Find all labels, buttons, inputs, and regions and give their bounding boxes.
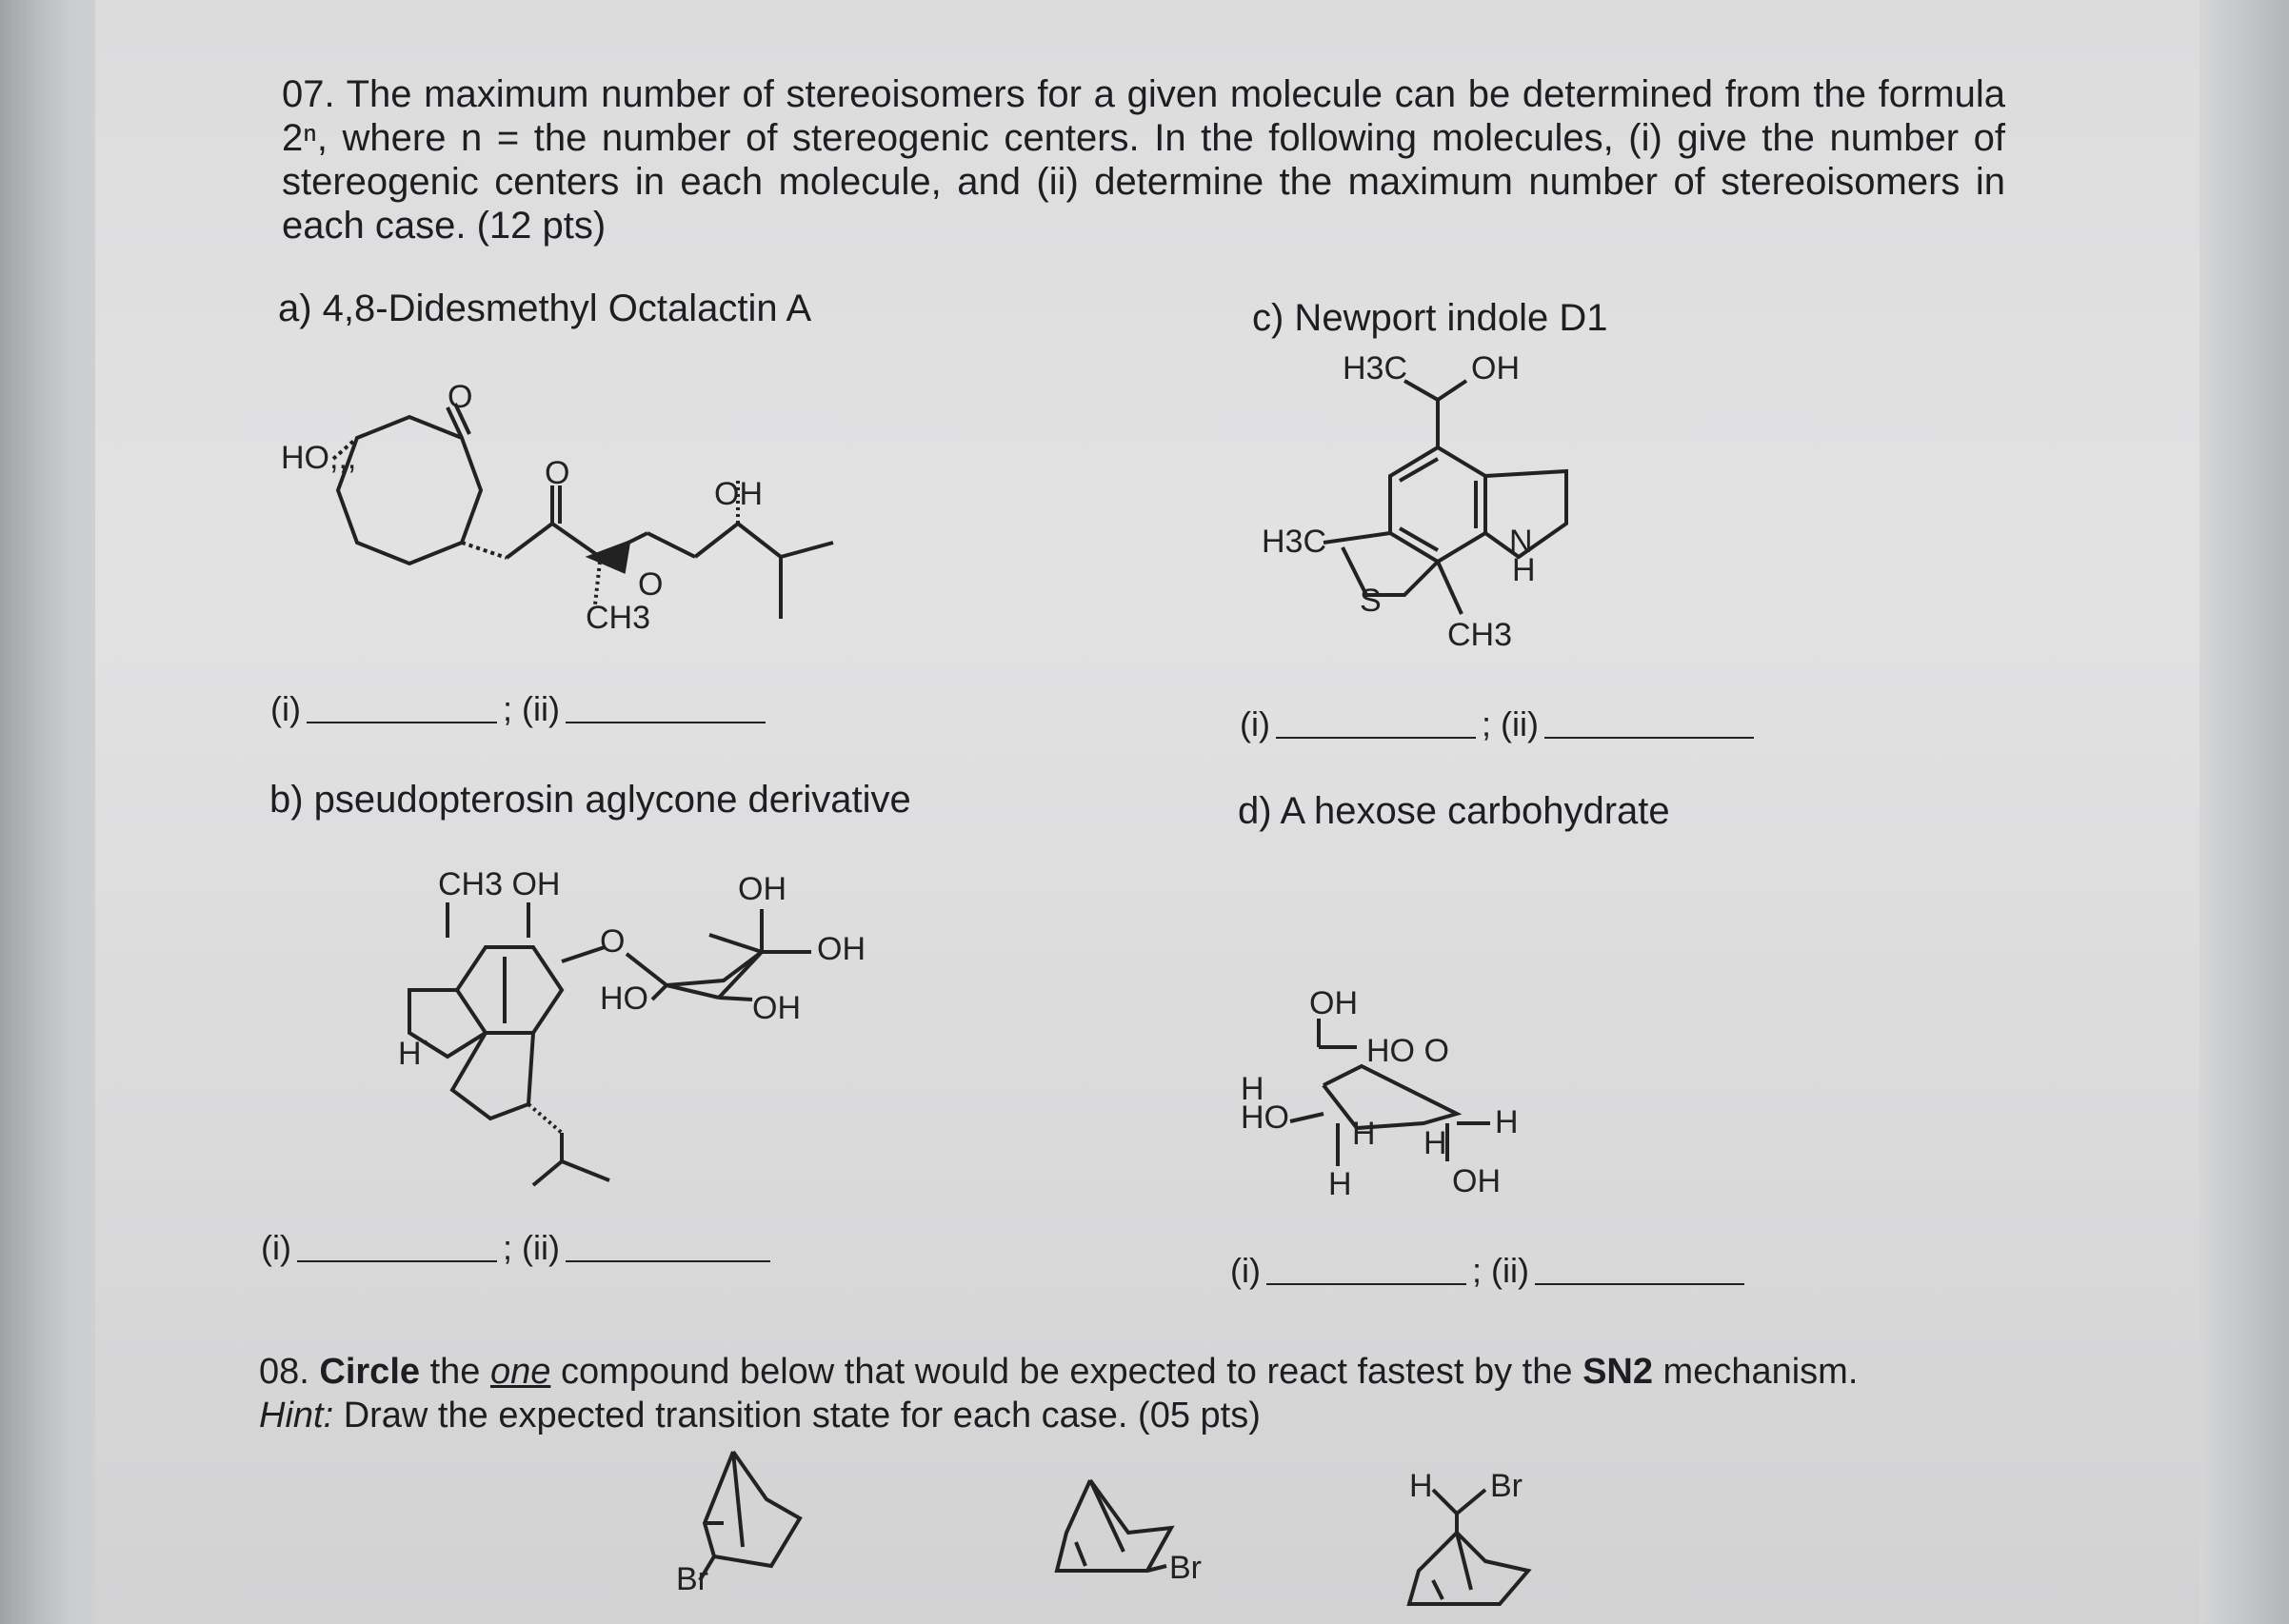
part-a-answer-blanks [270, 689, 766, 729]
atom-label-H3C: H3C [1262, 524, 1327, 560]
atom-label-Hprime: H` [398, 1036, 432, 1072]
answer-line-i[interactable] [1276, 737, 1476, 739]
atom-label-OH: OH [752, 990, 801, 1026]
atom-label-H: H [1423, 1125, 1447, 1161]
part-c-answer-blanks [1240, 704, 1754, 744]
ring-bond [338, 417, 481, 564]
answer-line-ii[interactable] [566, 1260, 770, 1262]
atom-label-OH: OH [1471, 350, 1520, 386]
atom-label-O: O [545, 455, 570, 491]
question-7-text [282, 72, 2005, 248]
atom-label-OH: OH [1309, 985, 1358, 1021]
part-b-answer-blanks [261, 1228, 770, 1268]
atom-label-CH3: CH3 [1447, 617, 1513, 653]
q8-circle-word: Circle [319, 1352, 421, 1392]
structure-b-pseudopterosin [371, 857, 905, 1199]
blank-label-i: (i) [261, 1228, 291, 1267]
atom-label-H: H [1409, 1468, 1433, 1504]
atom-label-H3C: H3C [1343, 350, 1408, 386]
atom-label-O: O [448, 379, 473, 415]
question-7-body: The maximum number of stereoisomers for a given molecule can be determined from the formula 2ⁿ, where n = the number of stereogenic centers. In the following molecules, (i) give the number of stereogenic centers in each molecule, and (ii) determine the maximum number of stereoisomers in each case. (12 pts) [282, 73, 2006, 247]
atom-label-H: H [1241, 1071, 1264, 1107]
q8-hint-label: Hint: [259, 1396, 334, 1436]
atom-label-H: H [1328, 1166, 1352, 1202]
blank-label-ii: ; (ii) [1481, 704, 1539, 743]
answer-line-i[interactable] [297, 1260, 497, 1262]
question-7-number: 07. [282, 73, 335, 115]
structure-a-octalactin [267, 381, 857, 657]
blank-label-i: (i) [1240, 704, 1270, 743]
atom-label-OH: OH [714, 476, 763, 512]
atom-label-HOO: HO O [1366, 1033, 1449, 1069]
answer-line-ii[interactable] [1544, 737, 1754, 739]
part-a-title: a) 4,8-Didesmethyl Octalactin A [278, 287, 812, 329]
part-d-answer-blanks [1230, 1251, 1744, 1291]
q8-body: compound below that would be expected to react fastest by the [560, 1352, 1573, 1392]
compound-3-bromonorbornane[interactable] [1390, 1466, 1581, 1618]
atom-label-CH3: CH3 [586, 600, 651, 636]
atom-label-Br: Br [1169, 1550, 1202, 1586]
q8-mechanism: mechanism. [1662, 1352, 1859, 1392]
answer-line-i[interactable] [307, 722, 497, 723]
atom-label-OH: OH [738, 871, 786, 907]
structure-c-newport-indole [1247, 343, 1590, 666]
answer-line-ii[interactable] [1535, 1283, 1744, 1285]
atom-label-OH: OH [1452, 1163, 1501, 1199]
answer-line-i[interactable] [1266, 1283, 1466, 1285]
blank-label-ii: ; (ii) [502, 689, 560, 728]
atom-label-HO: HO [1241, 1099, 1289, 1136]
atom-label-S: S [1360, 583, 1382, 619]
atom-label-N: N [1509, 524, 1533, 560]
part-c-title: c) Newport indole D1 [1252, 297, 1608, 339]
q8-hint: Draw the expected transition state for each case. (05 pts) [343, 1396, 1261, 1436]
atom-label-O: O [600, 923, 626, 960]
atom-label-Br: Br [676, 1561, 708, 1597]
question-8-number: 08. [259, 1352, 309, 1392]
blank-label-ii: ; (ii) [502, 1228, 560, 1267]
atom-label-OH: OH [817, 931, 866, 967]
blank-label-i: (i) [270, 689, 301, 728]
q8-word-the: the [429, 1352, 481, 1392]
atom-label-H: H [1495, 1104, 1519, 1140]
blank-label-i: (i) [1230, 1251, 1261, 1290]
atom-label-HO: HO [600, 980, 648, 1017]
atom-label-HO: HO,,, [281, 440, 357, 476]
atom-label-O: O [638, 566, 664, 603]
structure-d-hexose [1233, 985, 1557, 1209]
atom-label-H: H [1512, 552, 1536, 588]
part-d-title: d) A hexose carbohydrate [1238, 790, 1670, 832]
q8-sn2: SN2 [1582, 1352, 1653, 1392]
compound-1-bromonorbornane[interactable] [657, 1447, 828, 1599]
blank-label-ii: ; (ii) [1471, 1251, 1529, 1290]
q8-one-word: one [489, 1352, 551, 1392]
part-b-title: b) pseudopterosin aglycone derivative [269, 779, 911, 821]
atom-label-H: H [1352, 1116, 1376, 1152]
atom-label-CH3OH: CH3 OH [438, 866, 561, 902]
atom-label-Br: Br [1490, 1468, 1523, 1504]
answer-line-ii[interactable] [566, 722, 766, 723]
question-8-text [259, 1350, 1973, 1437]
compound-2-bromonorbornane[interactable] [1038, 1475, 1228, 1590]
